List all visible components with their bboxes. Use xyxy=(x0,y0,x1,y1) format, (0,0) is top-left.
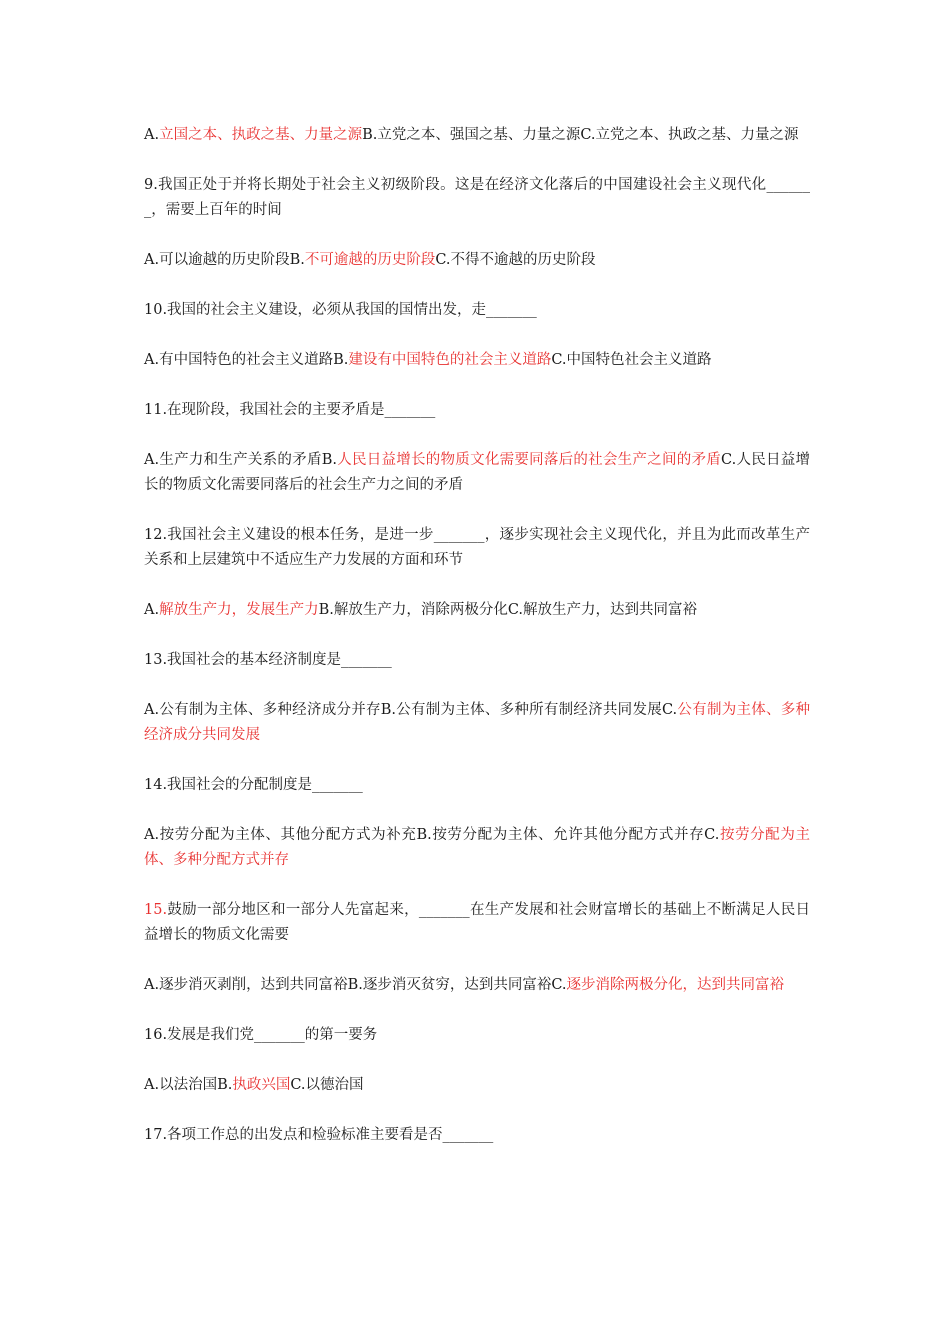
text-segment: 14.我国社会的分配制度是_______ xyxy=(144,777,363,793)
paragraph xyxy=(144,348,810,373)
paragraph xyxy=(144,598,810,623)
answer-highlight: 不可逾越的历史阶段 xyxy=(304,252,436,268)
text-segment: A.可以逾越的历史阶段B. xyxy=(144,252,305,268)
paragraph xyxy=(144,448,810,498)
paragraph xyxy=(144,523,810,573)
text-segment: B.立党之本、强国之基、力量之源C.立党之本、执政之基、力量之源 xyxy=(362,127,799,143)
text-segment: A.生产力和生产关系的矛盾B. xyxy=(144,452,337,468)
text-segment: 13.我国社会的基本经济制度是_______ xyxy=(144,652,392,668)
answer-highlight: 公有制为主体、多种经济成分共同发展 xyxy=(144,702,811,743)
paragraph xyxy=(144,248,810,273)
text-segment: B.解放生产力，消除两极分化C.解放生产力，达到共同富裕 xyxy=(318,602,698,618)
text-segment: 17.各项工作总的出发点和检验标准主要看是否_______ xyxy=(144,1127,494,1143)
answer-highlight: 解放生产力，发展生产力 xyxy=(159,602,319,618)
text-segment: 12.我国社会主义建设的根本任务，是进一步_______，逐步实现社会主义现代化，并且为此而改革生产关系和上层建筑中不适应生产力发展的方面和环节 xyxy=(144,527,810,568)
paragraph xyxy=(144,1073,810,1098)
text-segment: A. xyxy=(144,127,160,143)
answer-highlight: 执政兴国 xyxy=(232,1077,291,1093)
paragraph xyxy=(144,973,810,998)
text-segment: 16.发展是我们党_______的第一要务 xyxy=(144,1027,378,1043)
text-segment: 9.我国正处于并将长期处于社会主义初级阶段。这是在经济文化落后的中国建设社会主义现代化_______，需要上百年的时间 xyxy=(144,177,810,218)
text-segment: A.以法治国B. xyxy=(144,1077,233,1093)
paragraph xyxy=(144,1123,810,1148)
paragraph xyxy=(144,898,810,948)
text-segment: C.人民日益增长的物质文化需要同落后的社会生产力之间的矛盾 xyxy=(144,452,810,493)
text-segment: 10.我国的社会主义建设，必须从我国的国情出发，走_______ xyxy=(144,302,537,318)
answer-highlight: 逐步消除两极分化，达到共同富裕 xyxy=(566,977,785,993)
text-segment: A.按劳分配为主体、其他分配方式为补充B.按劳分配为主体、允许其他分配方式并存C. xyxy=(144,827,720,843)
paragraph xyxy=(144,698,810,748)
text-segment: C.中国特色社会主义道路 xyxy=(551,352,712,368)
paragraph xyxy=(144,773,810,798)
text-segment: A.逐步消灭剥削，达到共同富裕B.逐步消灭贫穷，达到共同富裕C. xyxy=(144,977,567,993)
paragraph xyxy=(144,123,810,148)
text-segment: 鼓励一部分地区和一部分人先富起来，_______在生产发展和社会财富增长的基础上不断满足人民日益增长的物质文化需要 xyxy=(144,902,810,943)
text-segment: C.不得不逾越的历史阶段 xyxy=(435,252,596,268)
paragraph xyxy=(144,173,810,223)
text-segment: A.有中国特色的社会主义道路B. xyxy=(144,352,349,368)
text-segment: A. xyxy=(144,602,160,618)
document-page xyxy=(144,123,810,1173)
answer-highlight: 建设有中国特色的社会主义道路 xyxy=(348,352,552,368)
answer-highlight: 15. xyxy=(144,902,168,918)
paragraph xyxy=(144,1023,810,1048)
paragraph xyxy=(144,298,810,323)
text-segment: A.公有制为主体、多种经济成分并存B.公有制为主体、多种所有制经济共同发展C. xyxy=(144,702,678,718)
paragraph xyxy=(144,648,810,673)
answer-highlight: 人民日益增长的物质文化需要同落后的社会生产之间的矛盾 xyxy=(336,452,721,468)
text-segment: 11.在现阶段，我国社会的主要矛盾是_______ xyxy=(144,402,436,418)
text-segment: C.以德治国 xyxy=(290,1077,364,1093)
answer-highlight: 按劳分配为主体、多种分配方式并存 xyxy=(144,827,810,868)
paragraph xyxy=(144,823,810,873)
paragraph xyxy=(144,398,810,423)
answer-highlight: 立国之本、执政之基、力量之源 xyxy=(159,127,363,143)
